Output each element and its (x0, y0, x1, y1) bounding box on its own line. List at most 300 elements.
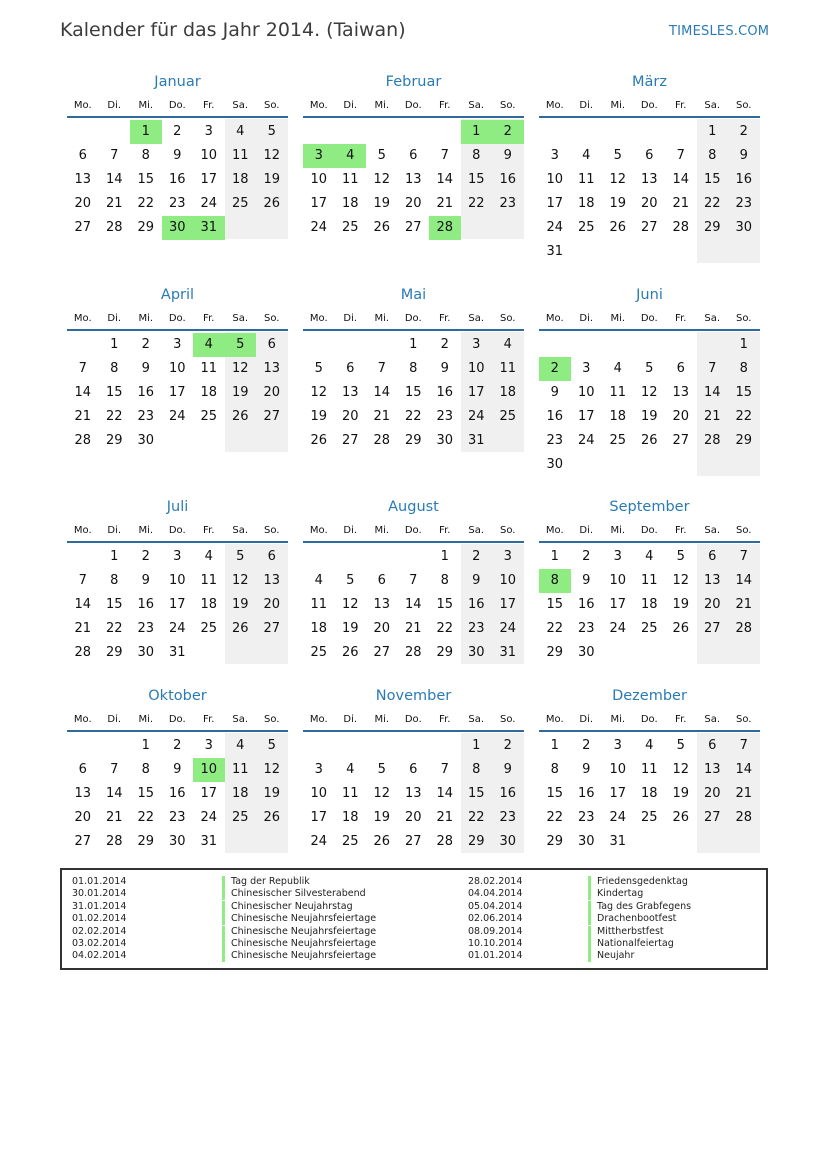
day-cell: 31 (200, 834, 218, 849)
holiday-name: Mittherbstfest (588, 926, 664, 938)
day-cell: 9 (141, 573, 150, 588)
month-title: Februar (385, 74, 442, 90)
day-cell: 16 (546, 409, 564, 424)
day-cell: 24 (609, 621, 627, 636)
day-cell: 17 (467, 385, 485, 400)
day-cell: 7 (739, 549, 748, 564)
day-cell: 26 (640, 433, 658, 448)
weekday-header: Sa. (468, 525, 485, 536)
day-cell: 20 (74, 196, 92, 211)
day-cell: 23 (168, 196, 186, 211)
day-cell: 22 (546, 810, 564, 825)
day-cell: 14 (105, 172, 123, 187)
day-cell: 18 (231, 172, 249, 187)
day-cell: 13 (703, 762, 721, 777)
day-cell: 12 (231, 361, 249, 376)
day-cell: 23 (467, 621, 485, 636)
day-cell: 2 (739, 124, 748, 139)
day-cell: 22 (703, 196, 721, 211)
weekday-header: So. (264, 714, 280, 725)
month-divider (303, 116, 524, 118)
day-cell: 15 (735, 385, 753, 400)
day-cell: 26 (310, 433, 328, 448)
day-cell: 13 (263, 573, 281, 588)
day-cell: 14 (735, 762, 753, 777)
day-cell: 13 (672, 385, 690, 400)
weekday-header: Mi. (610, 714, 626, 725)
weekday-header: Mo. (73, 100, 92, 111)
day-cell: 17 (168, 385, 186, 400)
holiday-name: Neujahr (588, 950, 634, 962)
day-cell: 15 (546, 597, 564, 612)
day-cell: 7 (377, 361, 386, 376)
day-cell: 5 (377, 762, 386, 777)
day-cell: 30 (546, 457, 564, 472)
day-cell: 21 (436, 810, 454, 825)
holiday-day-cell: 10 (193, 758, 225, 782)
day-cell: 8 (472, 762, 481, 777)
day-cell: 28 (105, 834, 123, 849)
day-cell: 1 (708, 124, 717, 139)
day-cell: 3 (204, 738, 213, 753)
day-cell: 11 (200, 361, 218, 376)
weekday-header: Do. (168, 313, 186, 324)
day-cell: 24 (310, 834, 328, 849)
day-cell: 2 (472, 549, 481, 564)
holiday-date: 02.06.2014 (468, 913, 523, 925)
day-cell: 2 (141, 549, 150, 564)
holiday-date: 02.02.2014 (72, 925, 127, 937)
day-cell: 15 (436, 597, 454, 612)
weekday-header: Mo. (545, 313, 564, 324)
holiday-day-cell: 2 (492, 120, 524, 144)
weekday-header: Di. (343, 313, 358, 324)
day-cell: 9 (141, 361, 150, 376)
day-cell: 3 (314, 762, 323, 777)
day-cell: 21 (703, 409, 721, 424)
month-divider (539, 329, 760, 331)
day-cell: 20 (404, 196, 422, 211)
day-cell: 25 (231, 196, 249, 211)
day-cell: 11 (577, 172, 595, 187)
day-cell: 28 (735, 810, 753, 825)
day-cell: 29 (546, 645, 564, 660)
day-cell: 27 (341, 433, 359, 448)
day-cell: 6 (78, 762, 87, 777)
day-cell: 15 (105, 597, 123, 612)
day-cell: 18 (341, 810, 359, 825)
holiday-name: Chinesischer Neujahrstag (222, 901, 353, 913)
day-cell: 7 (78, 573, 87, 588)
day-cell: 14 (74, 597, 92, 612)
holiday-name: Friedensgedenktag (588, 876, 688, 888)
weekday-header: Sa. (468, 100, 485, 111)
day-cell: 3 (613, 738, 622, 753)
holiday-day-cell: 2 (539, 357, 571, 381)
day-cell: 11 (231, 148, 249, 163)
day-cell: 21 (74, 409, 92, 424)
day-cell: 14 (373, 385, 391, 400)
weekday-header: So. (500, 100, 516, 111)
day-cell: 10 (546, 172, 564, 187)
weekday-header: So. (736, 313, 752, 324)
day-cell: 2 (582, 549, 591, 564)
day-cell: 14 (105, 786, 123, 801)
day-cell: 7 (440, 148, 449, 163)
day-cell: 12 (263, 148, 281, 163)
day-cell: 27 (263, 621, 281, 636)
day-cell: 25 (499, 409, 517, 424)
weekday-header: Sa. (232, 313, 249, 324)
day-cell: 4 (645, 738, 654, 753)
day-cell: 16 (168, 786, 186, 801)
day-cell: 7 (440, 762, 449, 777)
day-cell: 5 (676, 738, 685, 753)
day-cell: 26 (341, 645, 359, 660)
day-cell: 16 (499, 172, 517, 187)
day-cell: 25 (640, 810, 658, 825)
day-cell: 31 (609, 834, 627, 849)
day-cell: 9 (550, 385, 559, 400)
day-cell: 27 (640, 220, 658, 235)
day-cell: 9 (503, 148, 512, 163)
day-cell: 18 (200, 385, 218, 400)
day-cell: 22 (137, 196, 155, 211)
day-cell: 9 (472, 573, 481, 588)
holiday-day-cell: 4 (335, 144, 367, 168)
weekday-header: Do. (168, 714, 186, 725)
day-cell: 10 (499, 573, 517, 588)
month-title: April (160, 287, 195, 303)
month-title: Juli (166, 499, 189, 515)
weekday-header: Do. (404, 525, 422, 536)
day-cell: 28 (672, 220, 690, 235)
weekday-header: Di. (579, 714, 594, 725)
weekday-header: Mo. (73, 714, 92, 725)
day-cell: 28 (404, 645, 422, 660)
day-cell: 14 (703, 385, 721, 400)
weekday-header: Mo. (545, 100, 564, 111)
day-cell: 13 (703, 573, 721, 588)
holiday-date: 01.01.2014 (72, 876, 127, 887)
day-cell: 8 (409, 361, 418, 376)
day-cell: 27 (263, 409, 281, 424)
day-cell: 11 (231, 762, 249, 777)
day-cell: 29 (137, 220, 155, 235)
holiday-date: 01.02.2014 (72, 913, 127, 925)
day-cell: 20 (74, 810, 92, 825)
day-cell: 14 (735, 573, 753, 588)
day-cell: 29 (467, 834, 485, 849)
day-cell: 1 (141, 738, 150, 753)
weekday-header: So. (736, 525, 752, 536)
day-cell: 4 (204, 549, 213, 564)
day-cell: 22 (735, 409, 753, 424)
weekday-header: Do. (404, 714, 422, 725)
weekday-header: Mi. (374, 525, 390, 536)
day-cell: 23 (577, 810, 595, 825)
holiday-day-cell: 31 (193, 216, 225, 240)
day-cell: 8 (110, 573, 119, 588)
weekday-header: Mi. (610, 313, 626, 324)
day-cell: 13 (373, 597, 391, 612)
day-cell: 13 (404, 786, 422, 801)
month-divider (539, 730, 760, 732)
brand-logo-link[interactable]: TIMESLES.COM (669, 24, 770, 39)
holiday-day-cell: 4 (193, 333, 225, 357)
day-cell: 18 (577, 196, 595, 211)
day-cell: 17 (310, 196, 328, 211)
day-cell: 6 (708, 738, 717, 753)
day-cell: 8 (141, 148, 150, 163)
day-cell: 1 (110, 549, 119, 564)
day-cell: 10 (577, 385, 595, 400)
day-cell: 19 (640, 409, 658, 424)
weekday-header: So. (264, 525, 280, 536)
day-cell: 19 (341, 621, 359, 636)
holiday-day-cell: 3 (303, 144, 335, 168)
day-cell: 21 (105, 810, 123, 825)
month-divider (67, 730, 288, 732)
day-cell: 15 (137, 786, 155, 801)
day-cell: 24 (200, 196, 218, 211)
weekday-header: Fr. (203, 714, 215, 725)
day-cell: 4 (236, 738, 245, 753)
day-cell: 25 (609, 433, 627, 448)
weekday-header: Mi. (374, 313, 390, 324)
day-cell: 1 (739, 337, 748, 352)
day-cell: 9 (582, 573, 591, 588)
weekday-header: Mo. (309, 714, 328, 725)
day-cell: 24 (467, 409, 485, 424)
day-cell: 26 (263, 196, 281, 211)
day-cell: 2 (173, 124, 182, 139)
day-cell: 26 (263, 810, 281, 825)
day-cell: 19 (231, 597, 249, 612)
day-cell: 25 (341, 834, 359, 849)
month-title: Juni (636, 287, 663, 303)
day-cell: 13 (263, 361, 281, 376)
weekday-header: Do. (640, 313, 658, 324)
day-cell: 2 (582, 738, 591, 753)
day-cell: 27 (672, 433, 690, 448)
day-cell: 3 (613, 549, 622, 564)
day-cell: 28 (703, 433, 721, 448)
day-cell: 11 (341, 172, 359, 187)
day-cell: 24 (577, 433, 595, 448)
day-cell: 11 (640, 573, 658, 588)
holiday-date: 31.01.2014 (72, 900, 127, 912)
day-cell: 19 (263, 172, 281, 187)
weekday-header: Sa. (704, 313, 721, 324)
weekday-header: Fr. (203, 313, 215, 324)
holiday-date: 08.09.2014 (468, 925, 523, 937)
day-cell: 18 (310, 621, 328, 636)
day-cell: 30 (577, 834, 595, 849)
day-cell: 1 (550, 738, 559, 753)
day-cell: 30 (577, 645, 595, 660)
day-cell: 15 (546, 786, 564, 801)
day-cell: 28 (436, 834, 454, 849)
weekday-header: Fr. (203, 525, 215, 536)
day-cell: 18 (200, 597, 218, 612)
weekday-header: Do. (404, 313, 422, 324)
day-cell: 26 (373, 834, 391, 849)
holiday-date: 04.02.2014 (72, 950, 127, 962)
day-cell: 4 (613, 361, 622, 376)
holiday-name: Drachenbootfest (588, 913, 676, 925)
day-cell: 6 (409, 762, 418, 777)
day-cell: 5 (267, 124, 276, 139)
day-cell: 26 (672, 810, 690, 825)
day-cell: 28 (735, 621, 753, 636)
weekday-header: Fr. (675, 313, 687, 324)
weekday-header: So. (736, 714, 752, 725)
day-cell: 27 (74, 834, 92, 849)
day-cell: 22 (137, 810, 155, 825)
day-cell: 6 (267, 337, 276, 352)
day-cell: 29 (436, 645, 454, 660)
day-cell: 12 (263, 762, 281, 777)
day-cell: 6 (267, 549, 276, 564)
weekday-header: Di. (343, 714, 358, 725)
day-cell: 7 (78, 361, 87, 376)
month-divider (539, 116, 760, 118)
holiday-date: 05.04.2014 (468, 900, 523, 912)
day-cell: 16 (467, 597, 485, 612)
holiday-day-cell: 1 (130, 120, 162, 144)
day-cell: 8 (550, 762, 559, 777)
day-cell: 27 (703, 621, 721, 636)
day-cell: 7 (708, 361, 717, 376)
weekday-header: Mi. (610, 100, 626, 111)
day-cell: 19 (672, 786, 690, 801)
day-cell: 31 (499, 645, 517, 660)
day-cell: 25 (640, 621, 658, 636)
day-cell: 18 (231, 786, 249, 801)
day-cell: 26 (373, 220, 391, 235)
month-title: September (609, 499, 690, 515)
day-cell: 10 (609, 573, 627, 588)
day-cell: 25 (341, 220, 359, 235)
day-cell: 9 (173, 762, 182, 777)
day-cell: 29 (404, 433, 422, 448)
day-cell: 7 (110, 762, 119, 777)
weekday-header: Di. (579, 100, 594, 111)
day-cell: 30 (499, 834, 517, 849)
month-divider (303, 329, 524, 331)
day-cell: 17 (310, 810, 328, 825)
day-cell: 12 (672, 762, 690, 777)
weekday-header: Mi. (138, 714, 154, 725)
day-cell: 30 (467, 645, 485, 660)
day-cell: 29 (546, 834, 564, 849)
day-cell: 27 (404, 220, 422, 235)
day-cell: 14 (436, 786, 454, 801)
day-cell: 4 (582, 148, 591, 163)
day-cell: 21 (105, 196, 123, 211)
day-cell: 11 (640, 762, 658, 777)
day-cell: 22 (467, 810, 485, 825)
month-divider (67, 329, 288, 331)
day-cell: 22 (404, 409, 422, 424)
day-cell: 17 (200, 172, 218, 187)
weekday-header: Fr. (439, 714, 451, 725)
holiday-name: Chinesische Neujahrsfeiertage (222, 926, 376, 938)
day-cell: 29 (137, 834, 155, 849)
day-cell: 5 (613, 148, 622, 163)
day-cell: 13 (404, 172, 422, 187)
day-cell: 21 (404, 621, 422, 636)
day-cell: 17 (499, 597, 517, 612)
weekday-header: Di. (343, 525, 358, 536)
day-cell: 12 (310, 385, 328, 400)
day-cell: 12 (341, 597, 359, 612)
day-cell: 18 (499, 385, 517, 400)
day-cell: 30 (168, 834, 186, 849)
day-cell: 8 (472, 148, 481, 163)
day-cell: 24 (609, 810, 627, 825)
day-cell: 16 (436, 385, 454, 400)
day-cell: 24 (200, 810, 218, 825)
holiday-name: Chinesischer Silvesterabend (222, 888, 366, 900)
day-cell: 5 (676, 549, 685, 564)
weekday-header: Fr. (675, 100, 687, 111)
holiday-day-cell: 5 (225, 333, 257, 357)
day-cell: 20 (672, 409, 690, 424)
day-cell: 8 (739, 361, 748, 376)
holiday-name: Tag der Republik (222, 876, 310, 888)
day-cell: 16 (499, 786, 517, 801)
day-cell: 16 (137, 597, 155, 612)
month-divider (303, 730, 524, 732)
day-cell: 28 (373, 433, 391, 448)
day-cell: 21 (735, 597, 753, 612)
day-cell: 31 (168, 645, 186, 660)
holiday-day-cell: 30 (162, 216, 194, 240)
day-cell: 6 (377, 573, 386, 588)
day-cell: 20 (640, 196, 658, 211)
day-cell: 29 (105, 645, 123, 660)
day-cell: 11 (310, 597, 328, 612)
day-cell: 25 (200, 409, 218, 424)
weekday-header: Do. (404, 100, 422, 111)
day-cell: 17 (577, 409, 595, 424)
weekday-header: Di. (107, 525, 122, 536)
day-cell: 20 (373, 621, 391, 636)
weekday-header: Di. (343, 100, 358, 111)
day-cell: 10 (168, 361, 186, 376)
day-cell: 3 (582, 361, 591, 376)
weekday-header: Mo. (73, 313, 92, 324)
holiday-day-cell: 8 (539, 569, 571, 593)
day-cell: 1 (409, 337, 418, 352)
holiday-date: 03.02.2014 (72, 938, 127, 949)
month-title: Oktober (148, 688, 207, 704)
weekday-header: Mi. (138, 100, 154, 111)
day-cell: 7 (110, 148, 119, 163)
month-divider (67, 541, 288, 543)
holiday-day-cell: 28 (429, 216, 461, 240)
month-divider (539, 541, 760, 543)
weekday-header: Do. (168, 100, 186, 111)
weekday-header: Di. (107, 714, 122, 725)
day-cell: 11 (200, 573, 218, 588)
day-cell: 16 (137, 385, 155, 400)
weekday-header: Sa. (232, 714, 249, 725)
day-cell: 3 (173, 337, 182, 352)
day-cell: 2 (503, 738, 512, 753)
